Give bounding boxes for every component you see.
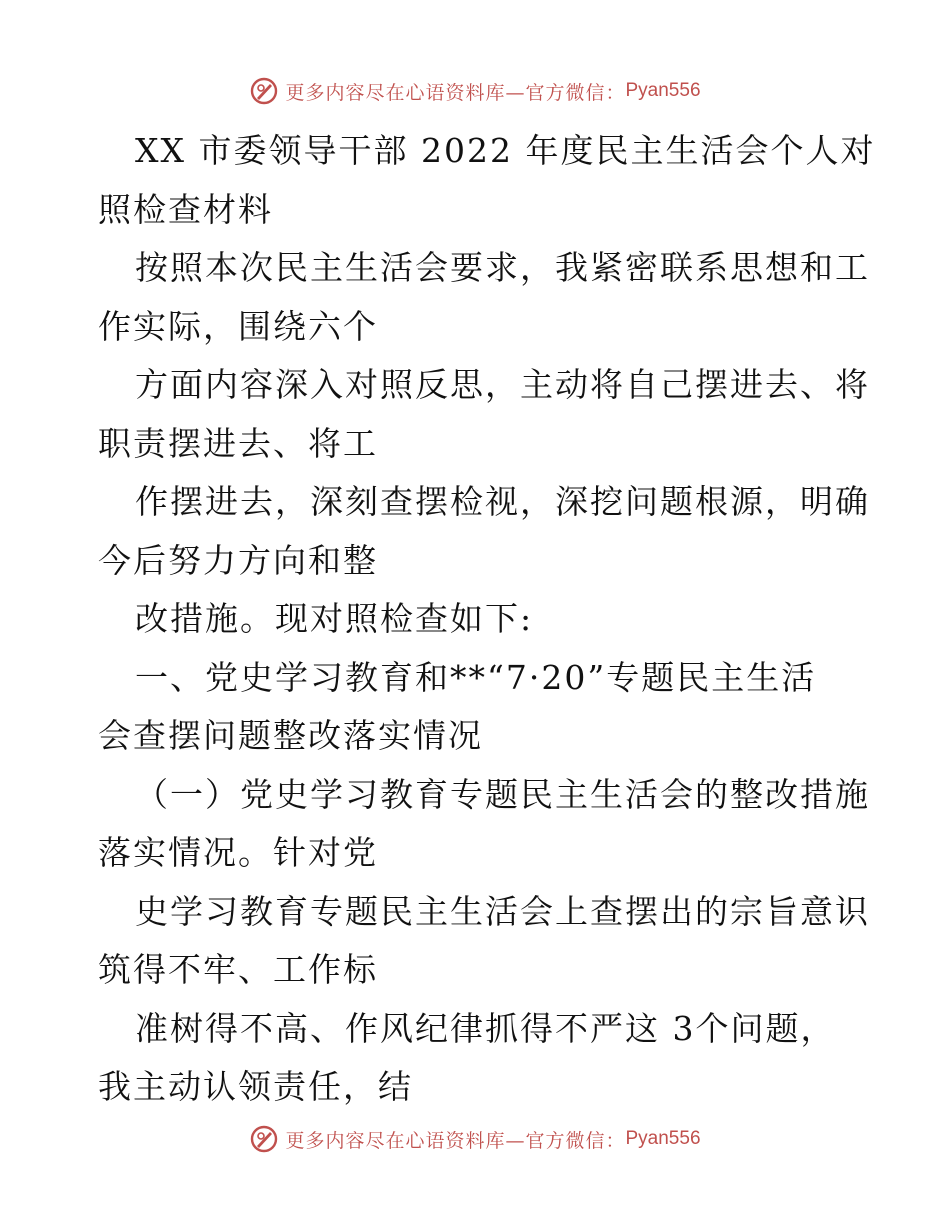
watermark-header [0, 71, 950, 111]
title-line: 照检查材料 [98, 189, 273, 229]
watermark-wechat-id: Pyan556 [625, 1128, 701, 1149]
document-body [98, 122, 876, 1117]
body-line: 作实际，围绕六个 [98, 306, 378, 346]
body-line: 职责摆进去、将工 [98, 423, 378, 463]
quill-logo-icon [249, 76, 279, 106]
quill-logo-icon [249, 1124, 279, 1154]
body-line: 我主动认领责任，结 [98, 1067, 413, 1106]
body-line: 按照本次民主生活会要求，我紧密联系思想和工 [135, 248, 870, 287]
watermark-text: 更多内容尽在心语资料库—官方微信： [285, 1129, 626, 1152]
watermark-footer [0, 1119, 950, 1159]
body-line: 改措施。现对照检查如下: [135, 599, 534, 638]
body-line: 筑得不牢、工作标 [98, 950, 378, 989]
title-line: XX 市委领导干部 2022 年度民主生活会个人对 [135, 131, 876, 170]
watermark-text: 更多内容尽在心语资料库—官方微信： [285, 81, 626, 104]
watermark-wechat-id: Pyan556 [625, 80, 701, 101]
section-heading: 会查摆问题整改落实情况 [98, 716, 483, 755]
body-line: 作摆进去，深刻查摆检视，深挖问题根源，明确 [135, 482, 870, 521]
body-line: 今后努力方向和整 [98, 540, 378, 580]
section-heading: 一、党史学习教育和**“7·20”专题民主生活 [135, 657, 817, 697]
body-line: 准树得不高、作风纪律抓得不严这 3个问题， [135, 1008, 836, 1048]
body-line: （一）党史学习教育专题民主生活会的整改措施 [135, 774, 870, 814]
body-line: 史学习教育专题民主生活会上查摆出的宗旨意识 [135, 891, 870, 931]
body-line: 方面内容深入对照反思，主动将自己摆进去、将 [135, 365, 870, 404]
body-line: 落实情况。针对党 [98, 833, 378, 872]
